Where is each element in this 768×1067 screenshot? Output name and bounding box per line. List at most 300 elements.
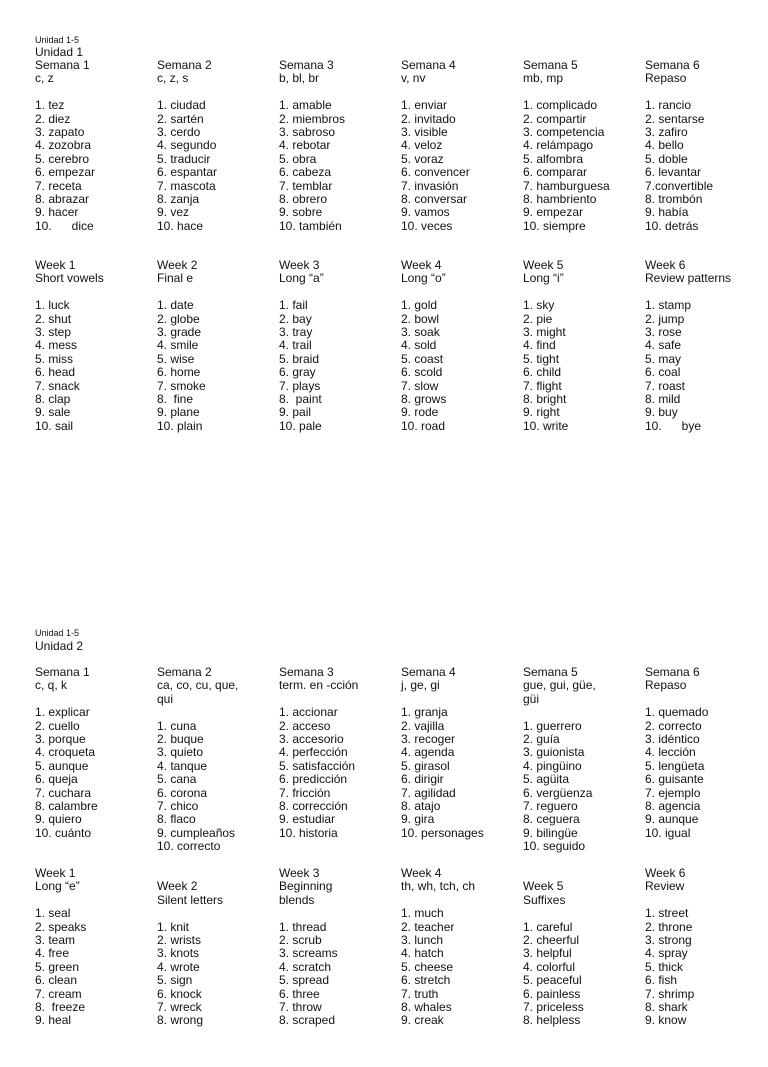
unit2-english-col-1-header: Long “e” [35,879,80,894]
spacer [35,894,153,907]
word-item: 7. agilidad [401,785,456,800]
word-item: 8. clap [35,392,71,407]
spacer [35,693,153,706]
word-item: 1. stamp [645,298,692,313]
spacer [523,907,641,920]
unit2-english-col-3-header: blends [279,892,315,907]
unit1-spanish-col-2 [157,59,275,233]
word-item: 8. hambriento [523,192,597,207]
word-item: 7. temblar [279,178,333,193]
unit1-english-col-1-header: Short vowels [35,271,104,286]
word-item: 9. pail [279,405,312,420]
word-item: 5. agüita [523,772,570,787]
spacer [645,693,763,706]
unit1-english-col-6-header: Review patterns [645,271,732,286]
word-item: 5. spread [279,973,330,988]
unit1-spanish-col-4-header: v, nv [401,71,426,86]
word-item: 8. obrero [279,192,328,207]
word-item: 1. cuna [157,718,197,733]
word-item: 3. competencia [523,125,605,140]
word-item: 3. might [523,325,566,340]
unit2-english-col-5-header [523,867,641,880]
word-item: 5. aunque [35,758,89,773]
word-item: 7. shrimp [645,986,695,1001]
word-item: 3. team [35,933,76,948]
word-item: 9. bilingüe [523,825,578,840]
word-item: 5. miss [35,351,74,366]
word-item: 9. había [645,205,689,220]
word-item: 7. smoke [157,378,206,393]
word-item: 2. pie [523,311,553,326]
unit1-english-col-2-header: Final e [157,271,194,286]
spacer [645,894,763,907]
unit1-spanish-weeks [35,59,755,259]
word-item: 3. idéntico [645,732,700,747]
word-item: 5. voraz [401,151,444,166]
word-item: 8. atajo [401,799,441,814]
word-item: 6. head [35,365,76,380]
unit2-english-col-2-header [157,867,275,880]
unit2-spanish-col-5 [523,666,641,854]
unit2-spanish-col-4 [401,666,519,840]
unit1-english-col-4-header: Long “o” [401,271,446,286]
word-item: 6. queja [35,772,78,787]
word-item: 1. explicar [35,705,90,720]
unit1-spanish-col-4 [401,59,519,233]
word-item: 8. fine [157,392,194,407]
word-item: 1. accionar [279,705,338,720]
word-item: 9. buy [645,405,678,420]
unit2-spanish-col-6 [645,666,763,840]
word-item: 8. helpless [523,1013,581,1028]
word-item: 9. vamos [401,205,450,220]
word-item: 1. luck [35,298,70,313]
word-item: 1. rancio [645,98,692,113]
word-item: 5. tight [523,351,560,366]
word-item: 9. heal [35,1013,72,1028]
word-item: 1. granja [401,705,448,720]
word-item: 8. bright [523,392,567,407]
unit1-spanish-col-1-header: c, z [35,71,54,86]
spacer [279,693,397,706]
word-item: 3. screams [279,946,338,961]
unit1-english-col-4 [401,259,519,433]
word-item: 5. cheese [401,959,454,974]
unit1-small-label: Unidad 1-5 [35,35,80,45]
word-item: 7. ejemplo [645,785,701,800]
word-item: 3. visible [401,125,448,140]
word-item: 7.convertible [645,178,714,193]
word-item: 4. relámpago [523,138,594,153]
word-item: 6. cabeza [279,165,332,180]
word-item: 2. throne [645,919,693,934]
word-item: 8. calambre [35,799,98,814]
word-item: 5. green [35,959,80,974]
word-item: 5. cana [157,772,197,787]
word-item: 4. segundo [157,138,217,153]
word-item: 7. invasión [401,178,459,193]
unit1-spanish-col-6-header: Semana 6 [645,58,700,72]
word-item: 4. lección [645,745,696,760]
word-item: 9. empezar [523,205,584,220]
word-item: 4. agenda [401,745,455,760]
word-item: 3. tray [279,325,313,340]
word-item: 7. priceless [523,1000,584,1015]
word-item: 5. doble [645,151,688,166]
word-item: 8. abrazar [35,192,90,207]
word-item: 8. wrong [157,1013,204,1028]
word-item: 5. cerebro [35,151,90,166]
word-item: 7. slow [401,378,439,393]
word-item: 3. strong [645,933,692,948]
unit1-english-col-2-header: Week 2 [157,258,198,272]
unit2-spanish-col-5-header: güi [523,691,540,706]
word-item: 4. spray [645,946,688,961]
unit2-spanish-col-4-header: j, ge, gi [401,678,440,693]
word-item: 1. seal [35,906,71,921]
word-item: 1. gold [401,298,438,313]
word-item: 6. stretch [401,973,451,988]
spacer [157,907,275,920]
word-item: 6. home [157,365,201,380]
unit1-spanish-col-2-header: Semana 2 [157,58,212,72]
unit1-english-col-5 [523,259,641,433]
word-item: 8. grows [401,392,447,407]
word-item: 9. hacer [35,205,79,220]
word-item: 4. croqueta [35,745,96,760]
unit2-spanish-col-6-header: Repaso [645,678,687,693]
word-item: 10. veces [401,218,453,233]
word-item: 7. fricción [279,785,331,800]
word-item: 6. guisante [645,772,704,787]
word-item: 2. scrub [279,933,322,948]
unit1-english-col-5-header: Long “i” [523,271,564,286]
unit2-spanish-col-2 [157,666,275,854]
word-item: 2. speaks [35,919,87,934]
unit1-spanish-col-1-header: Semana 1 [35,58,90,72]
word-item: 7. chico [157,799,199,814]
unit1-english-weeks [35,259,755,459]
word-item: 6. predicción [279,772,348,787]
word-item: 8. corrección [279,799,348,814]
word-item: 1. date [157,298,194,313]
spacer [401,286,519,299]
word-item: 2. miembros [279,111,346,126]
word-item: 8. flaco [157,812,196,827]
word-item: 3. helpful [523,946,572,961]
word-item: 4. smile [157,338,199,353]
unit2-english-col-2-header: Silent letters [157,892,224,907]
word-item: 10. detrás [645,218,699,233]
word-item: 4. mess [35,338,78,353]
word-item: 4. hatch [401,946,444,961]
word-item: 3. knots [157,946,200,961]
word-item: 3. porque [35,732,86,747]
word-item: 8. mild [645,392,681,407]
word-item: 7. flight [523,378,562,393]
word-item: 8. shark [645,1000,688,1015]
word-item: 9. cumpleaños [157,825,236,840]
word-item: 10. road [401,418,446,433]
unit1-english-col-6-header: Week 6 [645,258,686,272]
word-item: 3. zafiro [645,125,688,140]
word-item: 7. roast [645,378,686,393]
unit1-english-col-3-header: Long “a” [279,271,324,286]
word-item: 7. plays [279,378,321,393]
word-item: 2. globe [157,311,200,326]
word-item: 10. también [279,218,342,233]
word-item: 7. cuchara [35,785,92,800]
spacer [157,86,275,99]
word-item: 3. quieto [157,745,204,760]
word-item: 8. paint [279,392,322,407]
word-item: 10. sail [35,418,74,433]
word-item: 9. rode [401,405,439,420]
unit2-spanish-col-5-header: Semana 5 [523,665,578,679]
unit2-spanish-col-1-header: Semana 1 [35,665,90,679]
unit1-english-col-5-header: Week 5 [523,258,564,272]
word-item: 1. street [645,906,689,921]
word-item: 1. guerrero [523,718,582,733]
word-item: 10. write [523,418,569,433]
word-item: 9. sale [35,405,71,420]
spacer [523,286,641,299]
word-item: 2. acceso [279,718,331,733]
word-item: 6. child [523,365,562,380]
unit2-spanish-col-5-header: gue, gui, güe, [523,678,596,693]
word-item: 7. cream [35,986,82,1001]
unit1-spanish-col-2-header: c, z, s [157,71,189,86]
word-item: 2. cuello [35,718,80,733]
word-item: 5. alfombra [523,151,584,166]
unit1-english-col-4-header: Week 4 [401,258,442,272]
spacer [645,286,763,299]
word-item: 7. snack [35,378,80,393]
unit1-english-col-3-header: Week 3 [279,258,320,272]
unit2-english-weeks [35,867,755,1067]
word-item: 4. free [35,946,70,961]
word-item: 3. recoger [401,732,456,747]
unit1-spanish-col-1 [35,59,153,233]
word-item: 1. careful [523,919,573,934]
spacer [157,286,275,299]
word-item: 4. trail [279,338,312,353]
unit2-english-col-2 [157,867,275,1028]
unit1-spanish-col-6-header: Repaso [645,71,687,86]
word-item: 6. three [279,986,320,1001]
word-item: 8. zanja [157,192,200,207]
unit2-spanish-col-1 [35,666,153,840]
unit2-english-col-3-header: Week 3 [279,866,320,880]
unit1-spanish-col-4-header: Semana 4 [401,58,456,72]
unit1-title: Unidad 1 [35,45,84,59]
word-item: 5. sign [157,973,193,988]
word-item: 1. quemado [645,705,709,720]
word-item: 3. sabroso [279,125,336,140]
word-item: 10. bye [645,418,702,433]
spacer [523,86,641,99]
unit1-spanish-col-3-header: Semana 3 [279,58,334,72]
word-item: 2. cheerful [523,933,580,947]
word-item: 10. igual [645,825,691,840]
word-item: 1. sky [523,298,555,313]
word-item: 2. invitado [401,111,456,126]
spacer [279,86,397,99]
word-item: 8. whales [401,1000,452,1015]
spacer [35,286,153,299]
word-item: 9. right [523,405,560,420]
unit1-spanish-col-6 [645,59,763,233]
unit1-spanish-col-3 [279,59,397,233]
word-item: 2. diez [35,111,71,126]
unit2-english-col-1 [35,867,153,1028]
unit2-english-col-3-header: Beginning [279,879,333,894]
word-item: 6. convencer [401,165,470,180]
word-item: 1. fail [279,298,308,313]
word-item: 8. conversar [401,192,468,207]
word-item: 2. wrists [157,933,202,947]
word-item: 9. vez [157,205,190,220]
word-item: 2. sentarse [645,111,705,126]
spacer [279,286,397,299]
unit2-spanish-col-3 [279,666,397,840]
word-item: 5. braid [279,351,320,366]
unit2-english-col-4-header: th, wh, tch, ch [401,879,476,894]
word-item: 1. enviar [401,98,448,113]
word-item: 3. rose [645,325,682,340]
word-item: 1. knit [157,919,190,934]
word-item: 5. thick [645,959,684,974]
word-item: 8. agencia [645,799,701,814]
word-item: 6. coal [645,365,681,380]
spacer [401,693,519,706]
word-item: 2. vajilla [401,718,445,733]
unit2-english-col-1-header: Week 1 [35,866,76,880]
word-item: 8. scraped [279,1013,336,1028]
word-item: 5. obra [279,151,317,166]
word-item: 9. aunque [645,812,699,827]
unit2-spanish-col-6-header: Semana 6 [645,665,700,679]
unit2-english-col-3 [279,867,397,1028]
unit2-english-col-6-header: Review [645,879,685,894]
word-item: 4. scratch [279,959,332,974]
word-item: 7. throw [279,1000,322,1015]
word-item: 4. perfección [279,745,348,760]
word-item: 6. painless [523,986,581,1001]
word-item: 7. mascota [157,178,216,193]
spacer [401,894,519,907]
unit2-english-col-5-header: Week 5 [523,879,564,894]
word-item: 1. amable [279,98,332,113]
word-item: 3. lunch [401,933,444,948]
word-item: 3. zapato [35,125,85,140]
unit1-spanish-col-3-header: b, bl, br [279,71,320,86]
word-item: 4. find [523,338,556,353]
word-item: 10. hace [157,218,204,233]
spacer [157,706,275,719]
unit1-english-col-2 [157,259,275,433]
word-item: 5. traducir [157,151,211,166]
word-item: 1. much [401,906,444,921]
word-item: 9. gira [401,812,435,827]
word-item: 9. quiero [35,812,82,827]
word-item: 4. safe [645,338,682,353]
unit2-english-col-4 [401,867,519,1028]
word-item: 5. satisfacción [279,758,356,773]
word-item: 2. sartén [157,111,204,126]
unit1-english-col-1-header: Week 1 [35,258,76,272]
unit1-english-col-3 [279,259,397,433]
word-item: 4. veloz [401,138,443,153]
unit1-english-col-1 [35,259,153,433]
word-item: 2. bowl [401,311,440,326]
word-item: 6. corona [157,785,208,800]
word-item: 10. siempre [523,218,586,233]
word-item: 5. wise [157,351,195,366]
word-item: 2. teacher [401,919,455,934]
word-item: 6. gray [279,365,316,380]
word-item: 6. dirigir [401,772,444,787]
word-item: 5. coast [401,351,444,366]
unit2-english-col-5-header: Suffixes [523,892,566,907]
word-item: 6. scold [401,365,443,380]
word-item: 3. step [35,325,72,340]
word-item: 4. colorful [523,959,576,974]
word-item: 3. guionista [523,745,585,760]
word-item: 6. knock [157,986,202,1001]
word-item: 9. sobre [279,205,323,220]
unit1-spanish-col-5-header: Semana 5 [523,58,578,72]
word-item: 3. accesorio [279,732,344,747]
unit2-english-col-6-header: Week 6 [645,866,686,880]
word-item: 6. espantar [157,165,218,180]
word-item: 5. peaceful [523,973,582,988]
word-item: 8. ceguera [523,812,580,827]
word-item: 1. complicado [523,98,598,113]
spacer [645,86,763,99]
unit2-spanish-col-4-header: Semana 4 [401,665,456,679]
word-item: 5. lengüeta [645,758,705,773]
spacer [401,86,519,99]
word-item: 4. sold [401,338,437,353]
unit2-spanish-col-2-header: qui [157,691,174,706]
word-item: 5. girasol [401,758,450,773]
word-item: 8. trombón [645,192,703,207]
word-item: 6. clean [35,973,78,988]
unit1-english-col-6 [645,259,763,433]
word-item: 1. ciudad [157,98,206,113]
spacer [279,907,397,920]
unit2-english-col-2-header: Week 2 [157,879,198,894]
word-item: 3. soak [401,325,440,340]
word-item: 10. dice [35,218,94,233]
word-item: 6. fish [645,973,678,988]
word-item: 6. levantar [645,165,702,180]
word-item: 10. plain [157,418,203,433]
word-item: 3. cerdo [157,125,201,140]
word-item: 3. grade [157,325,202,340]
spacer [523,706,641,719]
word-item: 4. pingüino [523,758,582,773]
word-item: 7. wreck [157,1000,202,1015]
unit2-spanish-col-1-header: c, q, k [35,678,68,693]
word-item: 8. freeze [35,1000,86,1015]
word-item: 6. empezar [35,165,96,180]
word-item: 9. creak [401,1013,444,1028]
word-item: 9. estudiar [279,812,336,827]
word-item: 6. comparar [523,165,588,180]
word-item: 2. compartir [523,111,587,126]
